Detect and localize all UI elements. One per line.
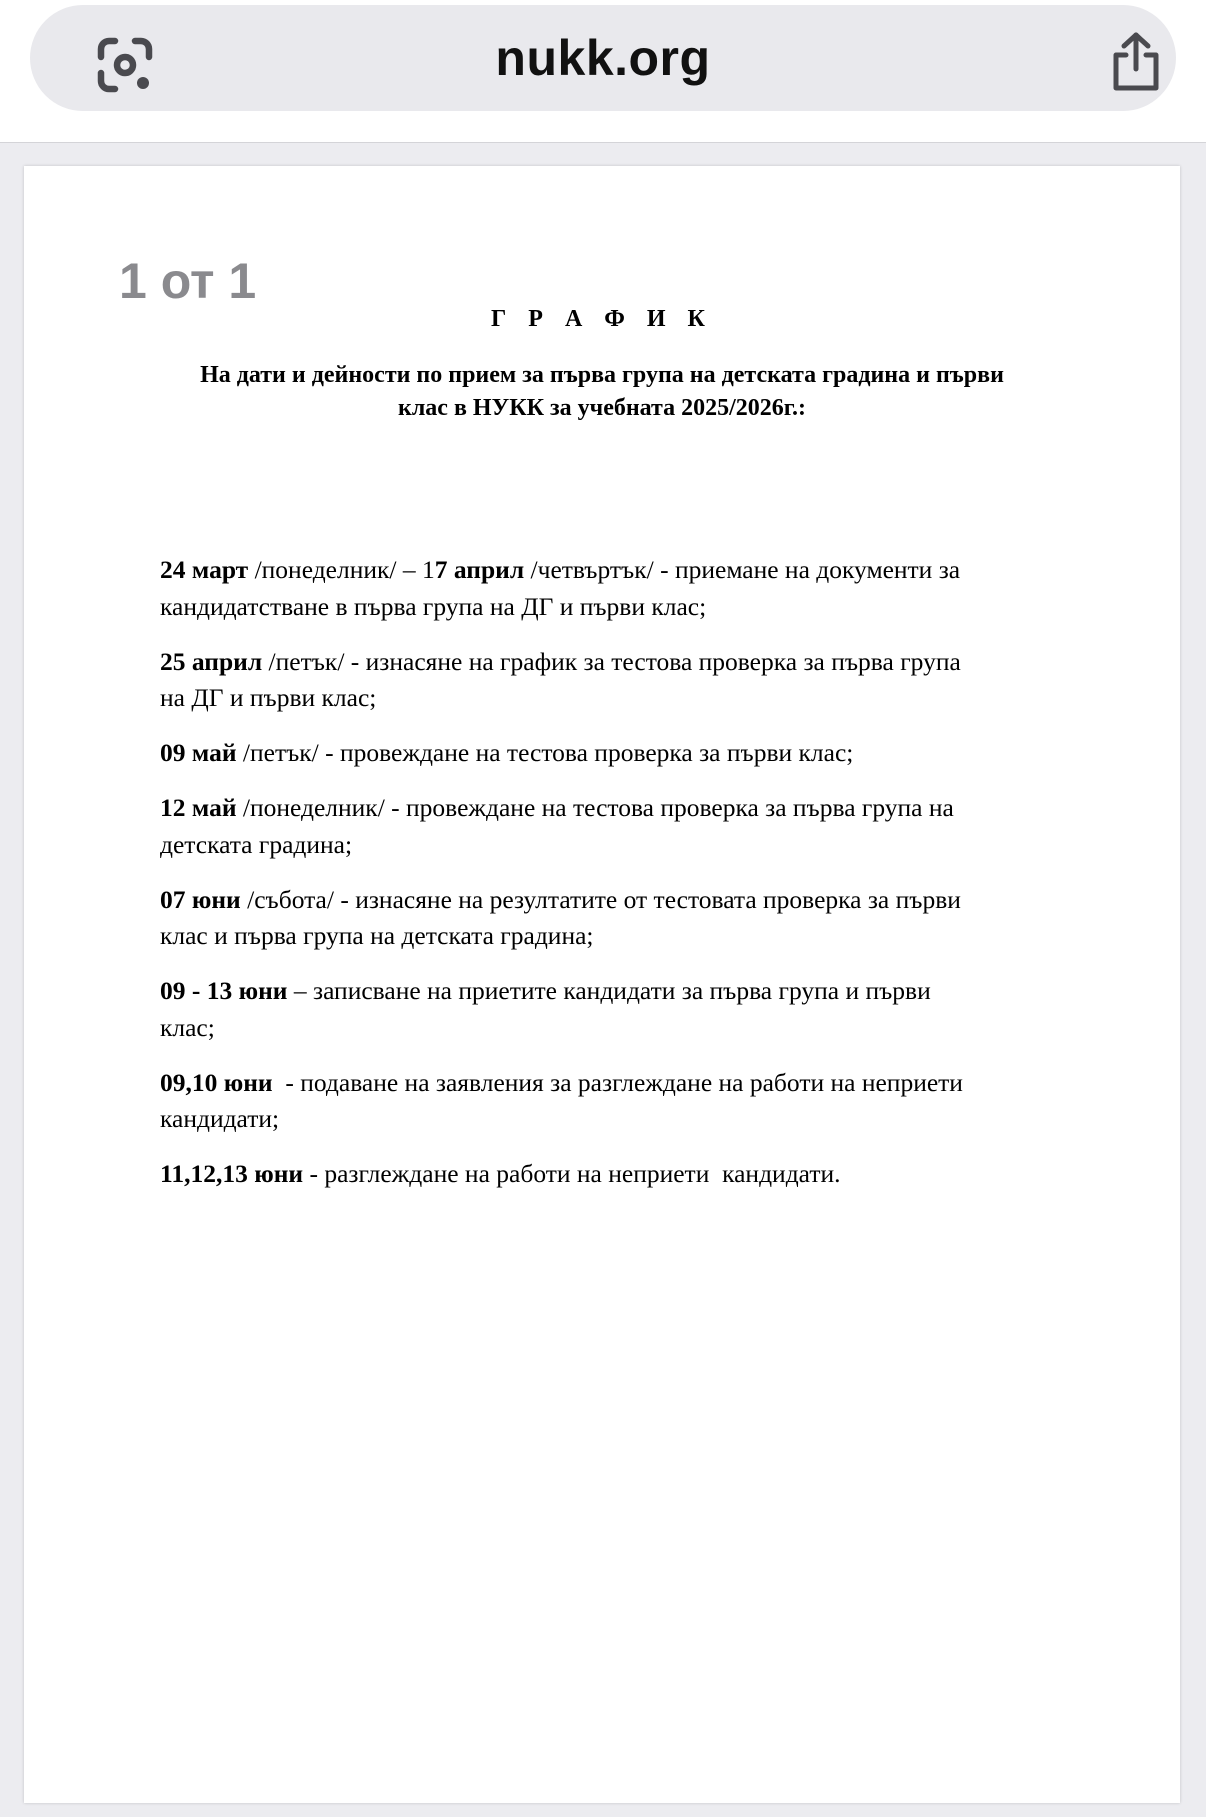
schedule-text: /понеделник/ - провеждане на тестова проверка за първа група на — [236, 793, 954, 822]
schedule-text: /събота/ - изнасяне на резултатите от тестовата проверка за първи — [240, 884, 961, 914]
address-bar[interactable] — [30, 5, 1176, 111]
schedule-text: – записване на приетите кандидати за първа група и първи — [287, 976, 931, 1005]
schedule-date: 24 март — [160, 555, 249, 584]
schedule-date: 25 април — [160, 646, 263, 676]
schedule-item — [160, 790, 1060, 863]
schedule-text: кандидатстване в първа група на ДГ и първи клас; — [160, 591, 707, 621]
schedule-date: 09 май — [160, 738, 237, 767]
url-text[interactable]: nukk.org — [495, 30, 711, 86]
schedule-text: клас и първа група на детската градина; — [160, 921, 594, 950]
schedule-item — [160, 1065, 1060, 1138]
schedule-day: /понеделник/ – 1 — [248, 555, 435, 584]
schedule-text: кандидати; — [160, 1104, 280, 1133]
document-title: Г Р А Ф И К — [491, 306, 713, 332]
schedule-item — [160, 552, 1060, 625]
subtitle-line: На дати и дейности по прием за първа група на детската градина и първи — [200, 362, 1004, 388]
schedule-item — [160, 735, 1060, 772]
schedule-item — [160, 973, 1060, 1046]
page-indicator: 1 от 1 — [99, 226, 276, 326]
share-icon[interactable] — [1108, 31, 1164, 93]
schedule-list — [160, 552, 1060, 1211]
schedule-text: на ДГ и първи клас; — [160, 683, 377, 712]
browser-toolbar — [0, 0, 1206, 143]
schedule-item — [160, 882, 1060, 955]
schedule-text: - подаване на заявления за разглеждане на работи на неприети — [272, 1067, 963, 1097]
schedule-text: /петък/ - изнасяне на график за тестова проверка за първа група — [262, 646, 961, 676]
schedule-date: 7 април — [434, 555, 525, 584]
schedule-item — [160, 644, 1060, 717]
document-subtitle — [144, 359, 1060, 425]
schedule-text: /четвъртък/ - приемане на документи за — [524, 555, 961, 584]
schedule-item — [160, 1156, 1060, 1193]
schedule-date: 11,12,13 юни — [160, 1159, 304, 1188]
schedule-date: 07 юни — [160, 884, 241, 914]
schedule-date: 09 - 13 юни — [160, 976, 288, 1005]
pdf-page[interactable] — [24, 166, 1180, 1803]
schedule-text: клас; — [160, 1012, 215, 1042]
schedule-text: /петък/ - провеждане на тестова проверка за първи клас; — [236, 738, 854, 767]
pdf-viewer[interactable] — [0, 143, 1206, 1817]
schedule-date: 12 май — [160, 793, 237, 822]
schedule-text: - разглеждане на работи на неприети кандидати. — [303, 1159, 841, 1188]
subtitle-line: клас в НУКК за учебната 2025/2026г.: — [398, 395, 806, 421]
schedule-date: 09,10 юни — [160, 1067, 273, 1097]
schedule-text: детската градина; — [160, 829, 353, 859]
